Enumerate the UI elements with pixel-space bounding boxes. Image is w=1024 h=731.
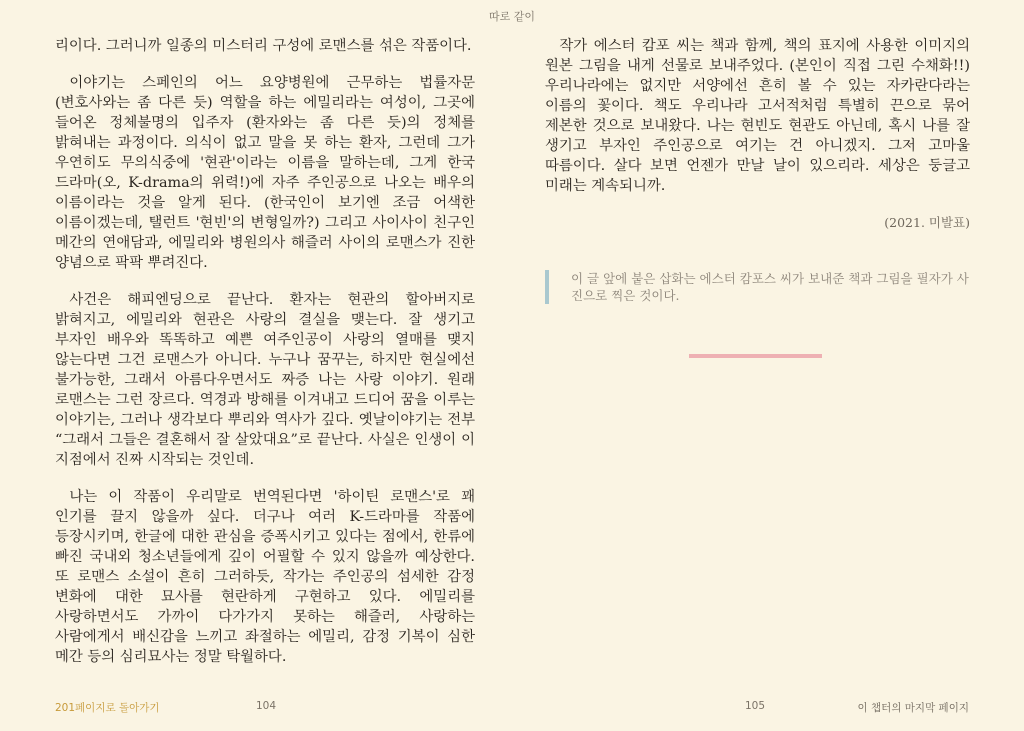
back-to-page-link[interactable]: 201페이지로 돌아가기 — [55, 702, 160, 714]
paragraph: 이야기는 스페인의 어느 요양병원에 근무하는 법률자문 (변호사와는 좀 다른 듯) 역할을 하는 에밀리라는 여성이, 그곳에 들어온 정체불명의 입주자 (환자와는 좀 다른 듯)의 정체를 밝혀내는 과정이다. 의식이 없고 말을 못 하는 환자, 그런데 그가 우연히도 무의식중에 '현관'이라는 이름을 말하는데, 그게 한국 드라마(오, K-drama의 위력!)에 자주 주인공으로 나오는 배우의 이름이라는 것을 알게 된다. (한국인이 보기엔 조금 어색한 이름이겠는데, 탤런트 '현빈'의 변형일까?) 그리고 사이사이 친구인 메간의 연애담과, 에밀리와 병원의사 해즐러 사이의 로맨스가 진한 양념으로 팍팍 뿌려진다. — [55, 75, 475, 271]
paragraph: 나는 이 작품이 우리말로 번역된다면 '하이틴 로맨스'로 꽤 인기를 끌지 않을까 싶다. 더구나 여러 K-드라마를 작품에 등장시키며, 한글에 대한 관심을 증폭시키고 있다는 점에서, 한류에 빠진 국내외 청소년들에게 깊이 어필할 수 있지 않을까 예상한다. 또 로맨스 소설이 흔히 그러하듯, 작가는 주인공의 섬세한 감정 변화에 대한 묘사를 현란하게 구현하고 있다. 에밀리를 사랑하면서도 가까이 다가가지 못하는 해즐러, 사랑하는 사람에게서 배신감을 느끼고 좌절하는 에밀리, 감정 기복이 심한 메간 등의 심리묘사는 정말 탁월하다. — [55, 489, 475, 665]
left-page — [55, 36, 475, 684]
publication-note: (2021. 미발표) — [884, 215, 970, 230]
page-number-left: 104 — [256, 700, 277, 712]
paragraph: 리이다. 그러니까 일종의 미스터리 구성에 로맨스를 섞은 작품이다. — [55, 38, 472, 54]
section-divider — [689, 354, 822, 358]
paragraph: 작가 에스터 캄포 씨는 책과 함께, 책의 표지에 사용한 이미지의 원본 그림을 내게 선물로 보내주었다. (본인이 직접 그린 수채화!!) 우리나라에는 없지만 서양에선 흔히 볼 수 있는 자카란다라는 이름의 꽃이다. 책도 우리나라 고서적처럼 특별히 끈으로 묶어 제본한 것으로 보내왔다. 나는 현빈도 현관도 아닌데, 혹시 나를 잘 생기고 부자인 주인공으로 여기는 건 아니겠지. 그저 고마울 따름이다. 살다 보면 언젠가 만날 날이 있으리라. 세상은 둥글고 미래는 계속되니까. — [545, 38, 970, 194]
right-page — [545, 36, 970, 231]
chapter-last-page-label: 이 챕터의 마지막 페이지 — [857, 702, 969, 714]
book-title: 따로 같이 — [488, 10, 535, 23]
illustration-caption: 이 글 앞에 붙은 삽화는 에스터 캄포스 씨가 보내준 책과 그림을 필자가 사진으로 찍은 것이다. — [545, 270, 970, 304]
paragraph: 사건은 해피엔딩으로 끝난다. 환자는 현관의 할아버지로 밝혀지고, 에밀리와 현관은 사랑의 결실을 맺는다. 잘 생기고 부자인 배우와 똑똑하고 예쁜 여주인공이 사랑의 열매를 맺지 않는다면 그건 로맨스가 아니다. 누구나 꿈꾸는, 하지만 현실에선 불가능한, 그래서 아름다우면서도 짜증 나는 사랑 이야기. 원래 로맨스는 그런 장르다. 역경과 방해를 이겨내고 드디어 꿈을 이루는 이야기는, 그러나 생각보다 뿌리와 역사가 깊다. 옛날이야기는 전부 “그래서 그들은 결혼해서 잘 살았대요”로 끝난다. 사실은 인생이 이 지점에서 진짜 시작되는 것인데. — [55, 292, 475, 468]
page-number-right: 105 — [745, 700, 766, 712]
